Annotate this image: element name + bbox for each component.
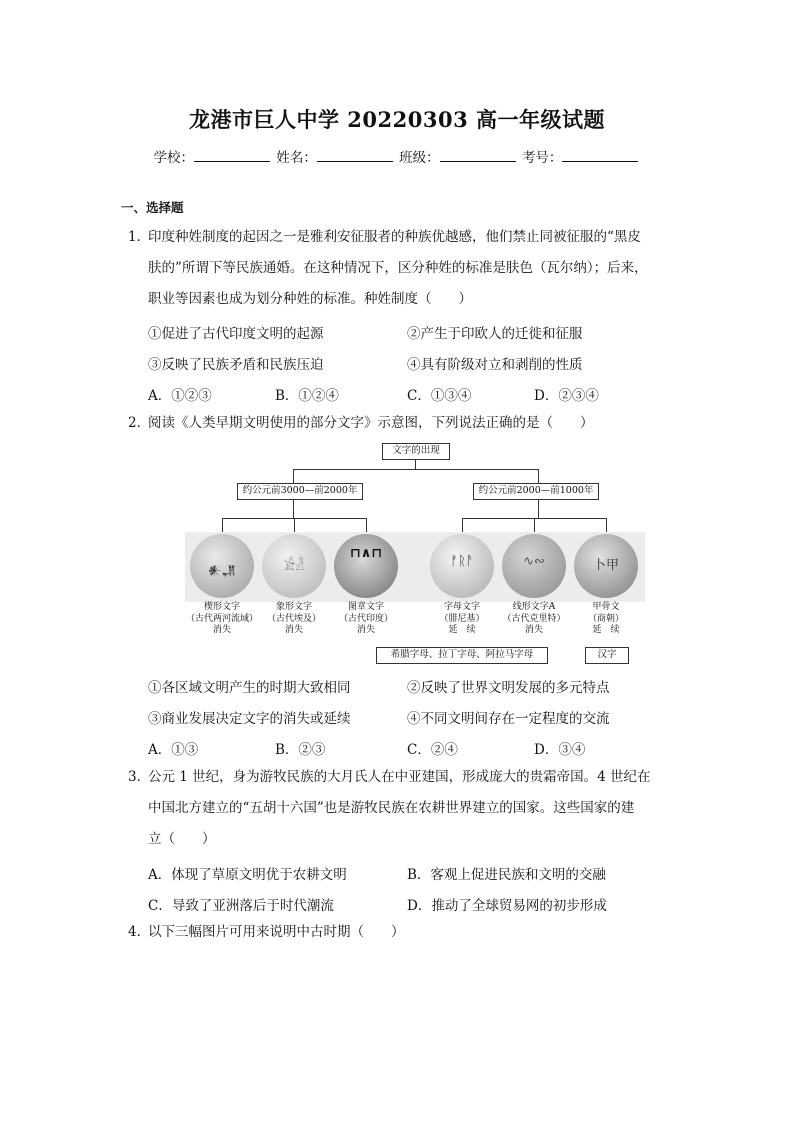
choice-d[interactable]: D．②③④ [534, 388, 599, 404]
page-title: 龙港市巨人中学 20220303 高一年级试题 [188, 107, 605, 132]
question-stem [128, 762, 673, 793]
name-blank[interactable] [317, 149, 393, 162]
statement: ①各区域文明产生的时期大致相同 [148, 680, 351, 696]
script-fate: 消失 [524, 625, 543, 635]
connector [293, 469, 538, 470]
question-number: 2． [128, 415, 151, 431]
stem-line: 职业等因素也成为划分种姓的标准。种姓制度（ ） [148, 291, 472, 307]
choice-c[interactable]: C．导致了亚洲落后于时代潮流 [148, 898, 334, 914]
connector [415, 459, 416, 469]
connector [462, 518, 463, 532]
stem-line: 中国北方建立的“五胡十六国”也是游牧民族在农耕世界建立的国家。这些国家的建 [148, 800, 635, 816]
script-fate: 消失 [356, 625, 375, 635]
disk-glyphs: ∿∾ [523, 554, 545, 569]
script-name: 图章文字 [347, 602, 384, 612]
writing-systems-diagram [185, 442, 645, 668]
script-name: 字母文字 [443, 602, 480, 612]
choice-d[interactable]: D．推动了全球贸易网的初步形成 [407, 898, 607, 914]
statement: ②反映了世界文明发展的多元特点 [407, 680, 610, 696]
connector [222, 518, 223, 532]
script-name: 象形文字 [275, 602, 312, 612]
question-stem [128, 408, 673, 439]
choice-a[interactable]: A．体现了草原文明优于农耕文明 [148, 867, 347, 883]
statement: ④具有阶级对立和剥削的性质 [407, 357, 583, 373]
disk-glyphs: 卜甲 [592, 558, 619, 573]
name-label: 姓名： [276, 150, 317, 166]
choice-c[interactable]: C．①③④ [407, 388, 472, 404]
statement: ②产生于印欧人的迁徙和征服 [407, 326, 583, 342]
script-name: 线形文字A [512, 602, 556, 612]
statement: ④不同文明间存在一定程度的交流 [407, 711, 610, 727]
question-stem [128, 917, 673, 948]
statement: ③反映了民族矛盾和民族压迫 [148, 357, 324, 373]
connector [366, 518, 367, 532]
indus-seal-image [334, 534, 398, 598]
question-3 [128, 762, 673, 855]
stem-line: 肤的”所谓下等民族通婚。在这种情况下，区分种姓的标准是肤色（瓦尔纳）；后来， [148, 260, 648, 276]
choice-b[interactable]: B．②③ [275, 742, 326, 758]
stem-line: 立（ ） [148, 831, 216, 847]
question-stem [128, 222, 673, 253]
question-1 [128, 222, 673, 315]
script-origin: （腓尼基） [439, 613, 485, 624]
question-number: 4． [128, 924, 151, 940]
connector [293, 469, 294, 483]
stem-line: 以下三幅图片可用来说明中古时期（ ） [148, 924, 405, 940]
exam-no-blank[interactable] [562, 149, 638, 162]
school-blank[interactable] [194, 149, 270, 162]
class-label: 班级： [399, 150, 440, 166]
connector [534, 518, 535, 532]
script-origin: （商朝） [587, 613, 624, 624]
connector [606, 518, 607, 532]
script-origin: （古代两河流域） [185, 613, 258, 624]
choice-b[interactable]: B．①②④ [275, 388, 339, 404]
school-label: 学校： [153, 150, 195, 166]
script-caption [324, 602, 408, 637]
choice-c[interactable]: C．②④ [407, 742, 458, 758]
connector [293, 499, 294, 518]
script-origin: （古代印度） [338, 613, 393, 624]
script-fate: 消失 [212, 625, 231, 635]
script-fate: 延 续 [448, 625, 476, 635]
disk-glyphs: ⊓∧⊓ [349, 546, 383, 561]
question-number: 1． [128, 229, 151, 245]
choice-a[interactable]: A．①②③ [148, 388, 212, 404]
script-origin: （古代克里特） [502, 613, 566, 624]
stem-line: 印度种姓制度的起因之一是雅利安征服者的种族优越感，他们禁止同被征服的“黑皮 [148, 229, 641, 245]
question-number: 3． [128, 769, 151, 785]
descendant-box-alphabets: 希腊字母、拉丁字母、阿拉马字母 [376, 647, 548, 664]
script-origin: （古代埃及） [266, 613, 321, 624]
choice-d[interactable]: D．③④ [534, 742, 586, 758]
stem-line: 公元 1 世纪，身为游牧民族的大月氏人在中亚建国，形成庞大的贵霜帝国。4 世纪在 [148, 769, 651, 785]
statement: ①促进了古代印度文明的起源 [148, 326, 324, 342]
choice-b[interactable]: B．客观上促进民族和文明的交融 [407, 867, 606, 883]
connector [538, 499, 539, 518]
question-2 [128, 408, 673, 439]
disk-glyphs: ᚠᚱᚨ [450, 554, 474, 569]
period-box-early: 约公元前3000—前2000年 [237, 483, 363, 500]
connector [538, 469, 539, 483]
script-fate: 延 续 [592, 625, 620, 635]
class-blank[interactable] [440, 149, 516, 162]
stem-line: 阅读《人类早期文明使用的部分文字》示意图，下列说法正确的是（ ） [148, 415, 594, 431]
root-box: 文字的出现 [382, 443, 450, 460]
descendant-box-hanzi: 汉字 [585, 647, 629, 664]
script-fate: 消失 [284, 625, 303, 635]
period-box-late: 约公元前2000—前1000年 [473, 483, 599, 500]
exam-no-label: 考号： [521, 150, 563, 166]
student-info-line [0, 146, 794, 166]
script-name: 楔形文字 [203, 602, 240, 612]
disk-glyphs: 𓀀𓁐 [283, 559, 305, 574]
question-4 [128, 917, 673, 948]
choice-a[interactable]: A．①③ [148, 742, 199, 758]
script-name: 甲骨文 [592, 602, 620, 612]
statement: ③商业发展决定文字的消失或延续 [148, 711, 351, 727]
disk-glyphs: 𒀭𒂗 [207, 564, 237, 579]
connector [294, 518, 295, 532]
script-caption [564, 602, 648, 637]
section-title: 一、选择题 [121, 200, 184, 215]
